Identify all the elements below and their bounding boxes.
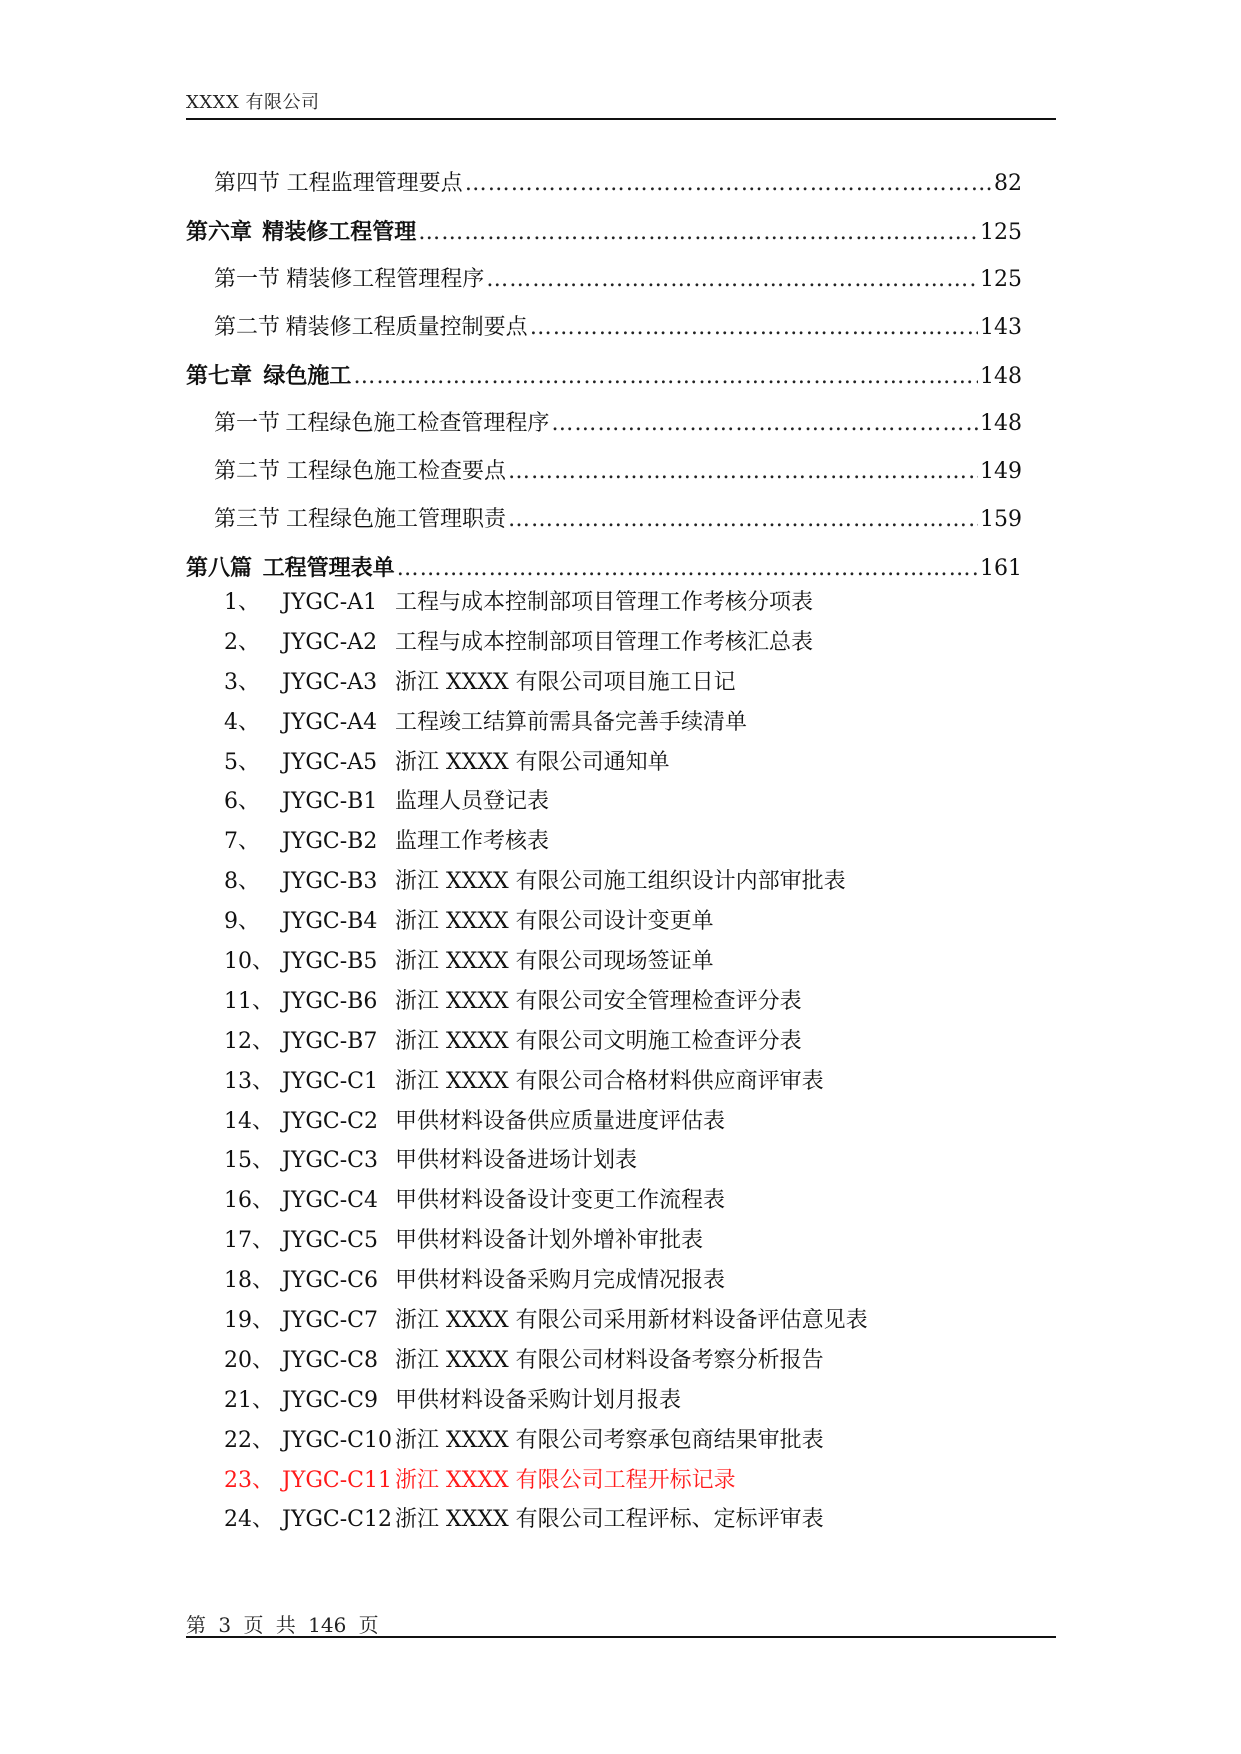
form-item-title: 甲供材料设备采购计划月报表 — [395, 1387, 682, 1413]
form-list-item[interactable] — [224, 782, 868, 822]
page-number: 第 3 页 共 146 页 — [186, 1613, 379, 1637]
form-item-code: JYGC-C1 — [282, 1068, 379, 1094]
form-item-code: JYGC-C6 — [282, 1268, 379, 1294]
form-item-title: 浙江 XXXX 有限公司材料设备考察分析报告 — [395, 1347, 824, 1373]
form-list-item[interactable] — [224, 1102, 868, 1142]
toc-leader-dots — [508, 496, 978, 544]
toc-entry-page: 148 — [980, 411, 1022, 436]
form-list-item[interactable] — [224, 743, 868, 783]
toc-leader-dots — [418, 209, 978, 257]
toc-entry-number: 第一节 — [214, 267, 281, 292]
form-item-index: 1、 — [224, 590, 260, 615]
form-item-title: 浙江 XXXX 有限公司现场签证单 — [395, 949, 714, 975]
form-list-item[interactable] — [224, 663, 868, 703]
toc-entry-number: 第七章 — [186, 363, 253, 389]
form-item-index: 9、 — [224, 909, 260, 935]
toc-entry-number: 第二节 — [214, 459, 281, 484]
form-list-item[interactable] — [224, 1341, 868, 1381]
form-item-code: JYGC-B5 — [282, 949, 378, 975]
form-item-index: 19、 — [224, 1308, 274, 1334]
toc-section-entry[interactable] — [186, 160, 1022, 208]
toc-section-entry[interactable] — [186, 448, 1022, 496]
form-item-title: 浙江 XXXX 有限公司设计变更单 — [395, 909, 714, 935]
form-item-index: 3、 — [224, 669, 260, 695]
toc-entry-page: 143 — [980, 315, 1022, 340]
form-item-index: 7、 — [224, 829, 260, 855]
form-item-code: JYGC-A1 — [282, 590, 378, 615]
form-item-title: 浙江 XXXX 有限公司合格材料供应商评审表 — [395, 1068, 824, 1094]
form-item-title: 甲供材料设备进场计划表 — [395, 1148, 638, 1174]
form-list-item[interactable] — [224, 1181, 868, 1221]
form-item-code: JYGC-C5 — [282, 1228, 379, 1254]
form-item-code: JYGC-C7 — [282, 1308, 379, 1334]
toc-leader-dots — [530, 304, 978, 352]
toc-entry-page: 149 — [980, 459, 1022, 484]
form-item-code: JYGC-B2 — [282, 829, 378, 855]
toc-entry-page: 161 — [980, 556, 1022, 581]
form-item-title: 监理人员登记表 — [395, 789, 550, 815]
toc-entry-page: 125 — [980, 220, 1022, 245]
form-item-index: 12、 — [224, 1028, 274, 1054]
form-item-title: 浙江 XXXX 有限公司安全管理检查评分表 — [395, 988, 802, 1014]
form-item-index: 14、 — [224, 1108, 274, 1134]
form-item-code: JYGC-B4 — [282, 909, 378, 935]
toc-entry-page: 159 — [980, 507, 1022, 532]
toc-entry-title: 工程监理管理要点 — [286, 171, 463, 196]
form-item-code: JYGC-C2 — [282, 1108, 379, 1134]
form-list-item[interactable] — [224, 982, 868, 1022]
form-item-title: 浙江 XXXX 有限公司项目施工日记 — [395, 669, 736, 695]
toc-entry-number: 第一节 — [214, 411, 281, 436]
form-list-item[interactable] — [224, 862, 868, 902]
form-list-item[interactable] — [224, 1461, 868, 1501]
form-list-item[interactable] — [224, 1421, 868, 1461]
toc-entry-title: 工程绿色施工检查要点 — [285, 459, 506, 484]
header-divider — [186, 118, 1056, 120]
form-item-code: JYGC-C11 — [282, 1467, 393, 1493]
form-item-code: JYGC-C8 — [282, 1347, 379, 1373]
form-item-title: 工程竣工结算前需具备完善手续清单 — [395, 709, 748, 735]
form-item-title: 监理工作考核表 — [395, 829, 550, 855]
form-item-code: JYGC-A2 — [282, 629, 378, 655]
form-item-title: 甲供材料设备采购月完成情况报表 — [395, 1268, 726, 1294]
form-item-code: JYGC-B3 — [282, 869, 378, 895]
form-item-code: JYGC-A5 — [282, 749, 378, 775]
form-list-item[interactable] — [224, 1022, 868, 1062]
form-item-index: 21、 — [224, 1387, 274, 1413]
form-list-item[interactable] — [224, 822, 868, 862]
form-item-index: 5、 — [224, 749, 260, 775]
form-item-index: 17、 — [224, 1228, 274, 1254]
form-item-code: JYGC-B6 — [282, 988, 378, 1014]
toc-entry-title: 工程绿色施工管理职责 — [285, 507, 506, 532]
form-item-title: 甲供材料设备设计变更工作流程表 — [395, 1188, 726, 1214]
form-list-item[interactable] — [224, 703, 868, 743]
form-item-code: JYGC-C4 — [282, 1188, 379, 1214]
form-item-index: 10、 — [224, 949, 274, 975]
form-list-item[interactable] — [224, 623, 868, 663]
toc-entry-title: 工程绿色施工检查管理程序 — [285, 411, 550, 436]
form-item-code: JYGC-B1 — [282, 789, 378, 815]
footer-divider — [186, 1636, 1056, 1638]
form-item-title: 浙江 XXXX 有限公司采用新材料设备评估意见表 — [395, 1308, 868, 1334]
form-item-title: 工程与成本控制部项目管理工作考核分项表 — [395, 590, 814, 615]
form-item-index: 24、 — [224, 1507, 274, 1533]
toc-entry-number: 第八篇 — [186, 555, 253, 581]
form-item-title: 甲供材料设备供应质量进度评估表 — [395, 1108, 726, 1134]
toc-entry-title: 精装修工程管理程序 — [286, 267, 485, 292]
toc-entry-title: 精装修工程管理 — [262, 219, 417, 245]
form-list-item[interactable] — [224, 1500, 868, 1540]
form-item-title: 浙江 XXXX 有限公司工程开标记录 — [395, 1467, 736, 1493]
form-list-item[interactable] — [224, 902, 868, 942]
form-item-title: 浙江 XXXX 有限公司施工组织设计内部审批表 — [395, 869, 846, 895]
toc-section-entry[interactable] — [186, 400, 1022, 448]
form-item-code: JYGC-A4 — [282, 709, 378, 735]
toc-entry-title: 绿色施工 — [263, 363, 352, 389]
toc-chapter-entry[interactable] — [186, 208, 1022, 256]
form-list-item[interactable] — [224, 583, 868, 623]
form-item-code: JYGC-B7 — [282, 1028, 378, 1054]
form-item-title: 浙江 XXXX 有限公司考察承包商结果审批表 — [395, 1427, 824, 1453]
table-of-contents — [186, 160, 1022, 592]
form-list-item[interactable] — [224, 1062, 868, 1102]
form-list-item[interactable] — [224, 1301, 868, 1341]
toc-leader-dots — [353, 353, 978, 401]
form-item-title: 浙江 XXXX 有限公司工程评标、定标评审表 — [395, 1507, 824, 1533]
form-list-item[interactable] — [224, 1261, 868, 1301]
toc-section-entry[interactable] — [186, 496, 1022, 544]
toc-entry-number: 第二节 — [214, 315, 281, 340]
toc-entry-number: 第四节 — [214, 171, 281, 196]
toc-entry-number: 第三节 — [214, 507, 281, 532]
form-list-item[interactable] — [224, 1141, 868, 1181]
form-list-item[interactable] — [224, 1381, 868, 1421]
toc-entry-number: 第六章 — [186, 219, 253, 245]
form-item-index: 15、 — [224, 1148, 274, 1174]
toc-entry-title: 精装修工程质量控制要点 — [285, 315, 528, 340]
form-item-title: 浙江 XXXX 有限公司文明施工检查评分表 — [395, 1028, 802, 1054]
form-item-code: JYGC-A3 — [282, 669, 378, 695]
header-company-name: XXXX 有限公司 — [186, 92, 320, 113]
toc-section-entry[interactable] — [186, 256, 1022, 304]
form-item-index: 4、 — [224, 709, 260, 735]
form-list-item[interactable] — [224, 942, 868, 982]
toc-entry-page: 125 — [980, 267, 1022, 292]
form-item-code: JYGC-C12 — [282, 1507, 393, 1533]
form-item-code: JYGC-C3 — [282, 1148, 379, 1174]
form-item-title: 工程与成本控制部项目管理工作考核汇总表 — [395, 629, 814, 655]
toc-chapter-entry[interactable] — [186, 352, 1022, 400]
form-item-index: 23、 — [224, 1467, 274, 1493]
toc-section-entry[interactable] — [186, 304, 1022, 352]
form-item-code: JYGC-C9 — [282, 1387, 379, 1413]
form-item-code: JYGC-C10 — [282, 1427, 393, 1453]
form-item-index: 2、 — [224, 629, 260, 655]
toc-leader-dots — [465, 160, 992, 208]
form-item-index: 20、 — [224, 1347, 274, 1373]
toc-leader-dots — [508, 448, 978, 496]
toc-entry-title: 工程管理表单 — [262, 555, 395, 581]
toc-entry-page: 82 — [994, 171, 1022, 196]
toc-leader-dots — [486, 256, 978, 304]
form-item-index: 6、 — [224, 789, 260, 815]
form-item-index: 8、 — [224, 869, 260, 895]
form-item-index: 16、 — [224, 1188, 274, 1214]
forms-list — [224, 583, 868, 1540]
form-item-index: 11、 — [224, 988, 274, 1014]
toc-leader-dots — [551, 400, 978, 448]
form-item-index: 22、 — [224, 1427, 274, 1453]
form-item-title: 甲供材料设备计划外增补审批表 — [395, 1228, 704, 1254]
form-item-index: 18、 — [224, 1268, 274, 1294]
form-item-index: 13、 — [224, 1068, 274, 1094]
toc-entry-page: 148 — [980, 364, 1022, 389]
form-list-item[interactable] — [224, 1221, 868, 1261]
form-item-title: 浙江 XXXX 有限公司通知单 — [395, 749, 670, 775]
